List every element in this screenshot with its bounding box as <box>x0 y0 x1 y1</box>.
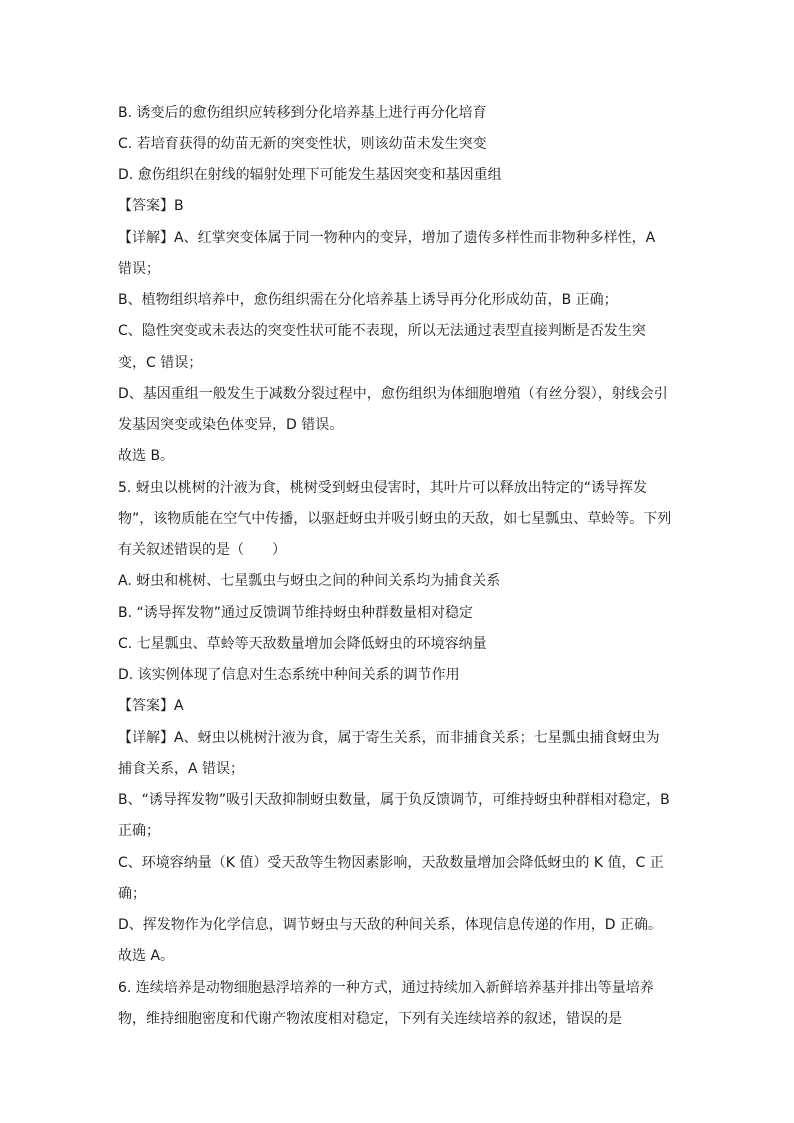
explanation-line: 错误； <box>118 261 160 277</box>
explanation-line: 捕食关系，A 错误； <box>118 761 245 777</box>
option-c-q5: C. 七星瓢虫、草蛉等天敌数量增加会降低蚜虫的环境容纳量 <box>118 636 487 652</box>
question-5-stem: 物”，该物质能在空气中传播，以驱赶蚜虫并吸引蚜虫的天敌，如七星瓢虫、草蛉等。下列 <box>118 511 672 527</box>
conclusion-q4: 故选 B。 <box>118 448 175 464</box>
explanation-line: 确； <box>118 886 146 902</box>
option-c-q4: C. 若培育获得的幼苗无新的突变性状，则该幼苗未发生突变 <box>118 136 487 152</box>
explanation-line: C、隐性突变或未表达的突变性状可能不表现，所以无法通过表型直接判断是否发生突 <box>118 323 646 339</box>
explanation-line: 变，C 错误； <box>118 355 203 371</box>
answer-q5: 【答案】A <box>118 698 184 714</box>
explanation-line: 【详解】A、蚜虫以桃树汁液为食，属于寄生关系，而非捕食关系；七星瓢虫捕食蚜虫为 <box>118 730 660 746</box>
option-d-q5: D. 该实例体现了信息对生态系统中种间关系的调节作用 <box>118 667 460 683</box>
answer-q4: 【答案】B <box>118 198 184 214</box>
explanation-line: C、环境容纳量（K 值）受天敌等生物因素影响，天敌数量增加会降低蚜虫的 K 值，C 正 <box>118 855 664 871</box>
explanation-line: 【详解】A、红掌突变体属于同一物种内的变异，增加了遗传多样性而非物种多样性，A <box>118 230 656 246</box>
explanation-line: 正确； <box>118 823 160 839</box>
conclusion-q5: 故选 A。 <box>118 948 175 964</box>
explanation-line: D、基因重组一般发生于减数分裂过程中，愈伤组织为体细胞增殖（有丝分裂），射线会引 <box>118 386 668 402</box>
option-a-q5: A. 蚜虫和桃树、七星瓢虫与蚜虫之间的种间关系均为捕食关系 <box>118 573 501 589</box>
question-6-stem: 物，维持细胞密度和代谢产物浓度相对稳定，下列有关连续培养的叙述，错误的是 <box>118 1011 622 1027</box>
explanation-line: B、“诱导挥发物”吸引天敌抑制蚜虫数量，属于负反馈调节，可维持蚜虫种群相对稳定，B <box>118 792 670 808</box>
option-b-q5: B. “诱导挥发物”通过反馈调节维持蚜虫种群数量相对稳定 <box>118 605 474 621</box>
question-6-stem: 6. 连续培养是动物细胞悬浮培养的一种方式，通过持续加入新鲜培养基并排出等量培养 <box>118 980 654 996</box>
explanation-line: B、植物组织培养中，愈伤组织需在分化培养基上诱导再分化形成幼苗，B 正确； <box>118 292 618 308</box>
option-b-q4: B. 诱变后的愈伤组织应转移到分化培养基上进行再分化培育 <box>118 105 487 121</box>
question-5-stem: 5. 蚜虫以桃树的汁液为食，桃树受到蚜虫侵害时，其叶片可以释放出特定的“诱导挥发 <box>118 480 648 496</box>
question-5-stem: 有关叙述错误的是（ ） <box>118 542 286 558</box>
explanation-line: D、挥发物作为化学信息，调节蚜虫与天敌的种间关系，体现信息传递的作用，D 正确。 <box>118 917 663 933</box>
option-d-q4: D. 愈伤组织在射线的辐射处理下可能发生基因突变和基因重组 <box>118 167 502 183</box>
explanation-line: 发基因突变或染色体变异，D 错误。 <box>118 417 344 433</box>
